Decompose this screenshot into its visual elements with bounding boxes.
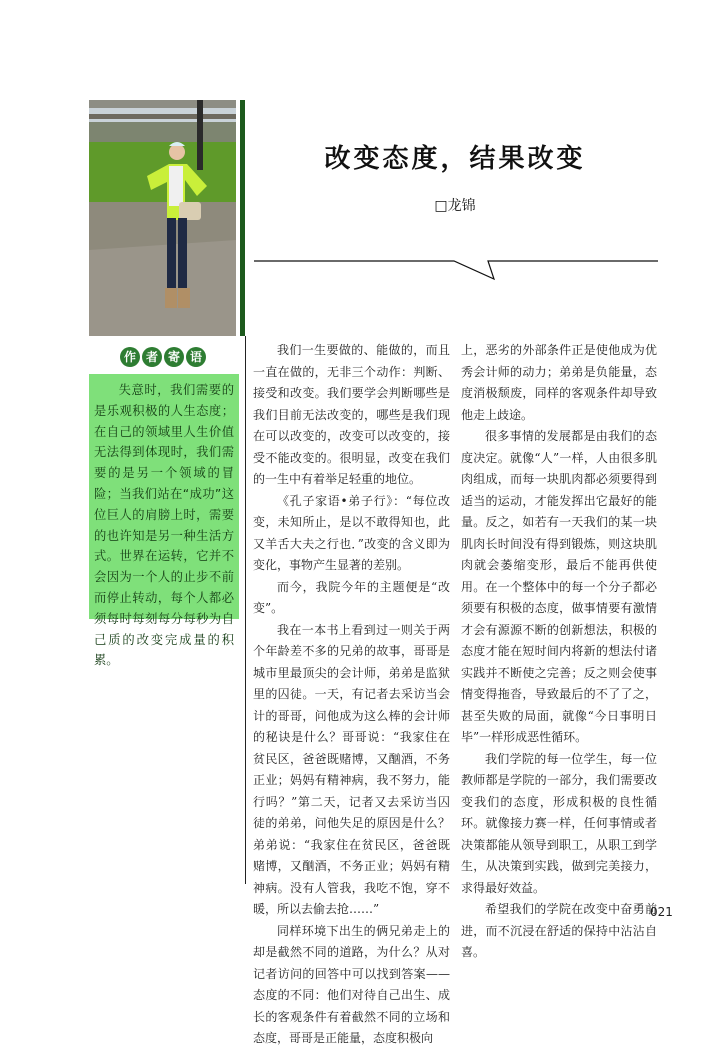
article-column-2	[461, 340, 657, 964]
speech-bubble-divider	[254, 255, 674, 295]
article-column-1	[253, 340, 450, 1050]
paragraph: 我在一本书上看到过一则关于两个年龄差不多的兄弟的故事，哥哥是城市里最顶尖的会计师，弟弟是监狱里的囚徒。一天，有记者去采访当会计的哥哥，问他成为这么棒的会计师的秘诀是什么？哥哥说：“我家住在贫民区，爸爸既赌博，又酗酒，不务正业；妈妈有精神病，我不努力，能行吗？”第二天，记者又去采访当囚徒的弟弟，问他失足的原因是什么？弟弟说：“我家住在贫民区，爸爸既赌博，又酗酒，不务正业；妈妈有精神病。没有人管我，我吃不饱，穿不暖，所以去偷去抢……”	[253, 622, 450, 916]
page-number: 021	[650, 905, 673, 919]
label-char: 语	[186, 347, 206, 367]
article-title: 改变态度，结果改变	[324, 144, 586, 174]
article-author: □龙锦	[434, 198, 476, 214]
column-divider	[245, 336, 246, 884]
author-photo	[89, 100, 236, 336]
paragraph: 上，恶劣的外部条件正是使他成为优秀会计师的动力；弟弟是负能量，态度消极颓废，同样的客观条件却导致他走上歧途。	[461, 343, 657, 422]
paragraph: 我们一生要做的、能做的，而且一直在做的，无非三个动作：判断、接受和改变。我们要学会判断哪些是我们目前无法改变的，哪些是我们现在可以改变的，改变可以改变的，接受不能改变的。很明显，改变在我们的一生中有着举足轻重的地位。	[253, 343, 450, 486]
paragraph: 同样环境下出生的俩兄弟走上的却是截然不同的道路，为什么？从对记者访问的回答中可以找到答案——态度的不同：他们对待自己出生、成长的客观条件有着截然不同的立场和态度，哥哥是正能量，态度积极向	[253, 923, 450, 1045]
label-char: 者	[142, 347, 162, 367]
section-label	[120, 347, 206, 367]
accent-bar	[240, 100, 245, 336]
label-char: 作	[120, 347, 140, 367]
paragraph: 我们学院的每一位学生，每一位教师都是学院的一部分，我们需要改变我们的态度，形成积极的良性循环。就像接力赛一样，任何事情或者决策都能从领导到职工，从职工到学生，从决策到实践，做到完美接力，求得最好效益。	[461, 751, 657, 895]
label-char: 寄	[164, 347, 184, 367]
author-quote: 失意时，我们需要的是乐观积极的人生态度；在自己的领域里人生价值无法得到体现时，我们需要的是另一个领域的冒险；当我们站在“成功”这位巨人的肩膀上时，需要的也许知是另一种生活方式。世界在运转，它并不会因为一个人的止步不前而停止转动，每个人都必须每时每刻每分每秒为自己质的改变完成量的积累。	[89, 374, 239, 619]
paragraph: 很多事情的发展都是由我们的态度决定。就像“人”一样，人由很多肌肉组成，而每一块肌肉都必须要得到适当的运动，才能发挥出它最好的能量。反之，如若有一天我们的某一块肌肉长时间没有得到锻炼，则这块肌肉就会萎缩变形，最后不能再供使用。在一个整体中的每一个分子都必须要有积极的态度，做事情要有激情才会有源源不断的创新想法，积极的态度才能在短时间内将新的想法付诸实践并不断使之完善；反之则会使事情变得拖沓，导致最后的不了了之，甚至失败的局面，就像“今日事明日毕”一样形成恶性循环。	[461, 429, 657, 744]
paragraph: 而今，我院今年的主题便是“改变”。	[253, 579, 450, 615]
paragraph: 《孔子家语•弟子行》：“每位改变，未知所止，是以不敢得知也，此又羊舌大夫之行也．”改变的含义即为变化，事物产生显著的差别。	[253, 493, 450, 572]
paragraph: 希望我们的学院在改变中奋勇前进，而不沉浸在舒适的保持中沾沾自喜。	[461, 902, 657, 959]
